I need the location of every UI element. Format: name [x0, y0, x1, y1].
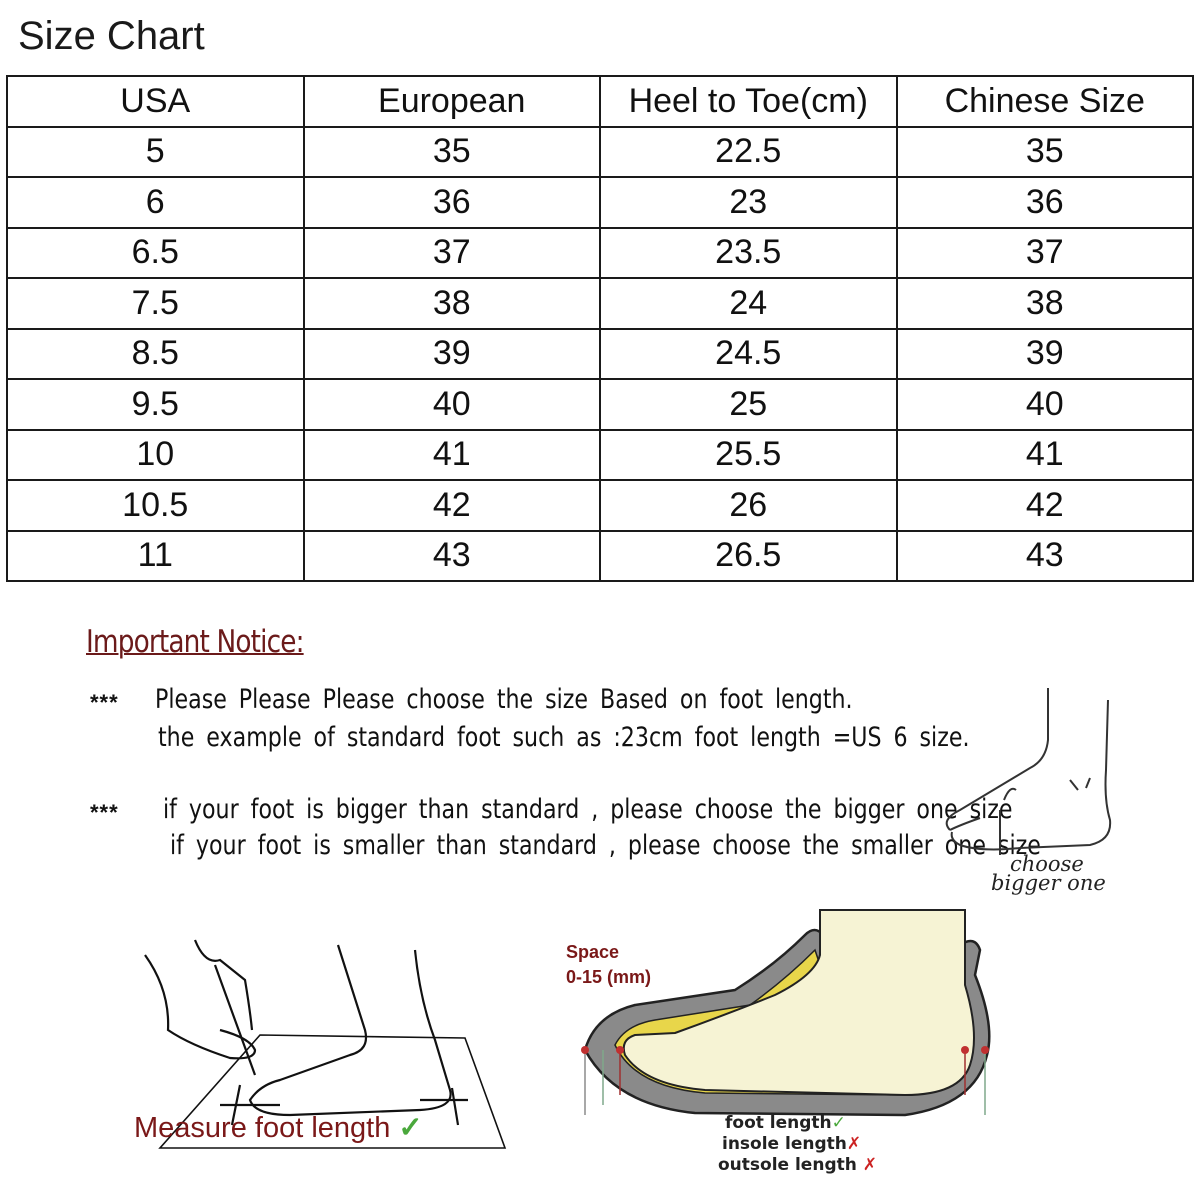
- page-title: Size Chart: [18, 14, 205, 58]
- table-header-row: [7, 76, 1193, 127]
- notice-bullet2-line1: if your foot is bigger than standard , please choose the bigger one size: [163, 794, 1013, 825]
- cell-usa: 11: [7, 531, 304, 582]
- table-row: [7, 480, 1193, 531]
- table-row: [7, 430, 1193, 481]
- shoe-cross-section-illustration: [575, 905, 1005, 1125]
- cell-european: 37: [304, 228, 601, 279]
- cell-european: 41: [304, 430, 601, 481]
- cell-usa: 10.5: [7, 480, 304, 531]
- column-header-heel-to-toe: Heel to Toe(cm): [600, 76, 897, 127]
- table-row: [7, 278, 1193, 329]
- cell-european: 35: [304, 127, 601, 178]
- space-label: Space 0-15 (mm): [566, 942, 652, 987]
- cell-european: 40: [304, 379, 601, 430]
- cell-heel-to-toe: 26: [600, 480, 897, 531]
- cell-chinese-size: 38: [897, 278, 1194, 329]
- cross-icon: ✗: [862, 1155, 878, 1175]
- cell-european: 43: [304, 531, 601, 582]
- column-header-european: European: [304, 76, 601, 127]
- notice-bullet2-line2: if your foot is smaller than standard , please choose the smaller one size: [170, 830, 1041, 861]
- outsole-length-label: outsole length ✗: [718, 1155, 878, 1175]
- cell-heel-to-toe: 23.5: [600, 228, 897, 279]
- notice-title: Important Notice:: [86, 624, 304, 660]
- cell-usa: 6.5: [7, 228, 304, 279]
- measure-foot-length-label: Measure foot length ✓: [134, 1112, 423, 1144]
- cell-european: 39: [304, 329, 601, 380]
- insole-length-label: insole length✗: [722, 1134, 862, 1154]
- table-row: [7, 228, 1193, 279]
- cell-chinese-size: 42: [897, 480, 1194, 531]
- column-header-chinese-size: Chinese Size: [897, 76, 1194, 127]
- foot-length-label: foot length✓: [725, 1113, 846, 1133]
- check-icon: ✓: [831, 1113, 846, 1133]
- choose-bigger-caption-line1: choose: [1010, 852, 1084, 876]
- table-row: [7, 531, 1193, 582]
- notice-bullet1-line2: the example of standard foot such as :23cm foot length =US 6 size.: [158, 722, 970, 753]
- table-row: [7, 379, 1193, 430]
- cell-usa: 6: [7, 177, 304, 228]
- cell-usa: 8.5: [7, 329, 304, 380]
- notice-bullet1-line1: Please Please Please choose the size Based on foot length.: [155, 684, 853, 715]
- column-header-usa: USA: [7, 76, 304, 127]
- cell-heel-to-toe: 22.5: [600, 127, 897, 178]
- cell-heel-to-toe: 26.5: [600, 531, 897, 582]
- cell-european: 42: [304, 480, 601, 531]
- cell-european: 36: [304, 177, 601, 228]
- cell-heel-to-toe: 25.5: [600, 430, 897, 481]
- foot-sketch-illustration: [920, 680, 1120, 870]
- cell-usa: 5: [7, 127, 304, 178]
- cell-chinese-size: 40: [897, 379, 1194, 430]
- cell-usa: 7.5: [7, 278, 304, 329]
- cell-chinese-size: 36: [897, 177, 1194, 228]
- cell-usa: 10: [7, 430, 304, 481]
- table-row: [7, 177, 1193, 228]
- bullet-marker: ***: [90, 690, 119, 715]
- cell-heel-to-toe: 24.5: [600, 329, 897, 380]
- size-chart-table: [6, 75, 1194, 582]
- cell-heel-to-toe: 24: [600, 278, 897, 329]
- cell-chinese-size: 41: [897, 430, 1194, 481]
- choose-bigger-caption-line2: bigger one: [991, 871, 1106, 895]
- cell-usa: 9.5: [7, 379, 304, 430]
- table-row: [7, 127, 1193, 178]
- cell-heel-to-toe: 25: [600, 379, 897, 430]
- cell-heel-to-toe: 23: [600, 177, 897, 228]
- cell-chinese-size: 43: [897, 531, 1194, 582]
- cell-chinese-size: 39: [897, 329, 1194, 380]
- bullet-marker: ***: [90, 800, 119, 825]
- table-row: [7, 329, 1193, 380]
- check-icon: ✓: [398, 1112, 423, 1144]
- cell-chinese-size: 37: [897, 228, 1194, 279]
- cell-european: 38: [304, 278, 601, 329]
- cell-chinese-size: 35: [897, 127, 1194, 178]
- cross-icon: ✗: [846, 1134, 862, 1154]
